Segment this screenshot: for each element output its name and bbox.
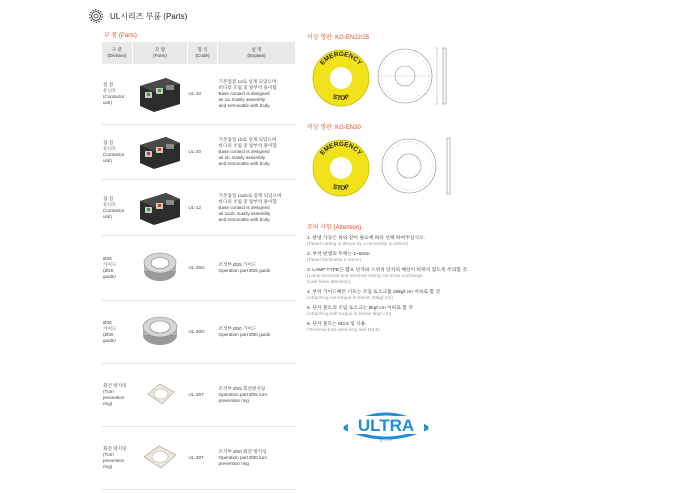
- header-division: 구 분 (Division): [102, 42, 133, 64]
- division-cell: 접 점 유니트 (Contactor unit): [102, 125, 133, 180]
- parts-table: [102, 42, 296, 490]
- page-title: UL시리즈 부품 (Parts): [110, 11, 188, 21]
- emergency-plate-drawing: [305, 42, 463, 112]
- explain-cell: 조작부 Ø30 가이드 Operation part Ø30 guide: [218, 301, 296, 364]
- list-item: [307, 306, 507, 318]
- form-cell: [133, 427, 188, 490]
- table-row: [102, 236, 296, 301]
- table-header-row: [102, 42, 296, 64]
- code-cell: UL-30G: [188, 301, 218, 364]
- attention-en: (Panel thickness 1~6mm): [307, 258, 362, 263]
- logo-subtext: 울트라: [378, 437, 394, 443]
- form-cell: [133, 236, 188, 301]
- attention-list: [307, 236, 507, 338]
- code-cell: UL-10: [188, 64, 218, 125]
- table-row: [102, 364, 296, 427]
- code-cell: UL-20: [188, 125, 218, 180]
- code-cell: UL-12: [188, 180, 218, 236]
- form-cell: [133, 64, 188, 125]
- explain-cell: 조작부 Ø30 회전 방지링 Operation part Ø30 turn prevention ring: [218, 427, 296, 490]
- form-cell: [133, 301, 188, 364]
- list-item: [307, 268, 507, 286]
- list-item: [307, 290, 507, 302]
- contactor-unit-image: [136, 70, 184, 116]
- plate-top-text: EMERGENCY: [319, 50, 363, 67]
- table-row: [102, 301, 296, 364]
- explain-cell: 조작부 Ø25 가이드 Operation part Ø25 guide: [218, 236, 296, 301]
- attention-en: (Panel cutting is above by a necessity to select): [307, 242, 409, 247]
- form-cell: [133, 180, 188, 236]
- form-cell: [133, 125, 188, 180]
- division-cell: 접 점 유니트 (Contactor unit): [102, 180, 133, 236]
- code-cell: UL-30T: [188, 427, 218, 490]
- attention-ko: 3. LAMP TYPE은 램프 단자와 스위치 단자의 배선이 바뀌지 않도록 주의할 것.: [307, 268, 469, 273]
- table-row: [102, 180, 296, 236]
- turn-prevention-ring-image: [140, 376, 180, 412]
- guide-nut-image: [139, 311, 181, 351]
- division-cell: 회전 방지링 (Turn prevention ring): [102, 427, 133, 490]
- explain-cell: 기본접점 1a로 설계 되었으며 비다의 조립 및 탈부착 용이함 Base contact is designed as 1a. Easily assembly and removable with body.: [218, 64, 296, 125]
- plate-bottom-text: STOP: [331, 183, 351, 193]
- contactor-unit-image: [136, 129, 184, 173]
- attention-en: (Attaching bolt torque is below 5kgf·cm): [307, 312, 392, 317]
- guide-nut-image: [140, 247, 180, 287]
- page-header: [88, 7, 187, 25]
- logo-text: ULTRA: [357, 416, 415, 435]
- list-item: [307, 236, 507, 248]
- list-item: [307, 252, 507, 264]
- explain-cell: 조작부 Ø25 회전방지링 Operation part Ø25 turn prevention ring: [218, 364, 296, 427]
- explain-cell: 기본접점 1a1b로 설계 되었으며 바디의 조립 및 탈부착 용이함 Base contact is designed as 1a1b. Easily assembly and removable with body.: [218, 180, 296, 236]
- code-cell: UL-25G: [188, 236, 218, 301]
- table-row: [102, 427, 296, 490]
- ultra-logo: [338, 404, 434, 448]
- attention-en: (Attaching nut torque is below 20kgf·cm): [307, 296, 393, 301]
- attention-en: (Terminal bolt used ring and M3.5): [307, 328, 380, 333]
- gear-icon: [88, 8, 104, 24]
- explain-cell: 기본접점 1b로 설계 되었으며 바디의 조립 및 탈부착 용이함 Base contact is designed as 1b. Easily assembly and removable with body.: [218, 125, 296, 180]
- division-cell: 회전 방지링 (Turn prevention ring): [102, 364, 133, 427]
- attention-ko: 5. 단자 볼트의 조임 토오크는 5kgf·cm 이하로 할 것: [307, 306, 413, 311]
- emergency-plate-drawing: [305, 132, 463, 202]
- emergency-plate-label: 비상 명판: KG-EN30: [307, 125, 361, 131]
- attention-ko: 1. 판넬 가공은 위와 같이 필요에 따라 선택 하여주십시오.: [307, 236, 425, 241]
- plate-top-text: EMERGENCY: [319, 140, 363, 157]
- header-form: 모 양 (Form): [133, 42, 188, 64]
- code-cell: UL-25T: [188, 364, 218, 427]
- division-cell: 접 점 유니트 (Contactor unit): [102, 64, 133, 125]
- header-explain: 설 명 (Explain): [218, 42, 296, 64]
- attention-en: (Lamp terminal and terminal wiring not to be exchange it will have attention): [307, 274, 423, 285]
- division-cell: Ø25 가이드 (Ø25 guide): [102, 236, 133, 301]
- emergency-plate-label: 비상 명판: KG-EN22/25: [307, 35, 370, 41]
- plate-bottom-text: STOP: [331, 93, 351, 103]
- attention-ko: 4. 부착 가이드배튼 너트는 조임 토오크를 20kgf·cm 이하로 할 것: [307, 290, 441, 295]
- turn-prevention-ring-image: [138, 438, 182, 476]
- table-row: [102, 125, 296, 180]
- form-cell: [133, 364, 188, 427]
- division-cell: Ø30 가이드 (Ø30 guide): [102, 301, 133, 364]
- attention-ko: 2. 부착 판넬의 두께는 1~6mm: [307, 252, 370, 257]
- attention-label: 주의 사항 (Attention): [307, 225, 362, 231]
- table-row: [102, 64, 296, 125]
- contactor-unit-image: [136, 185, 184, 229]
- attention-ko: 6. 단자 볼트는 M3.5 링 사용.: [307, 322, 367, 327]
- header-code: 형 식 (Code): [188, 42, 218, 64]
- parts-section-label: 부 품 (Parts): [104, 33, 137, 39]
- list-item: [307, 322, 507, 334]
